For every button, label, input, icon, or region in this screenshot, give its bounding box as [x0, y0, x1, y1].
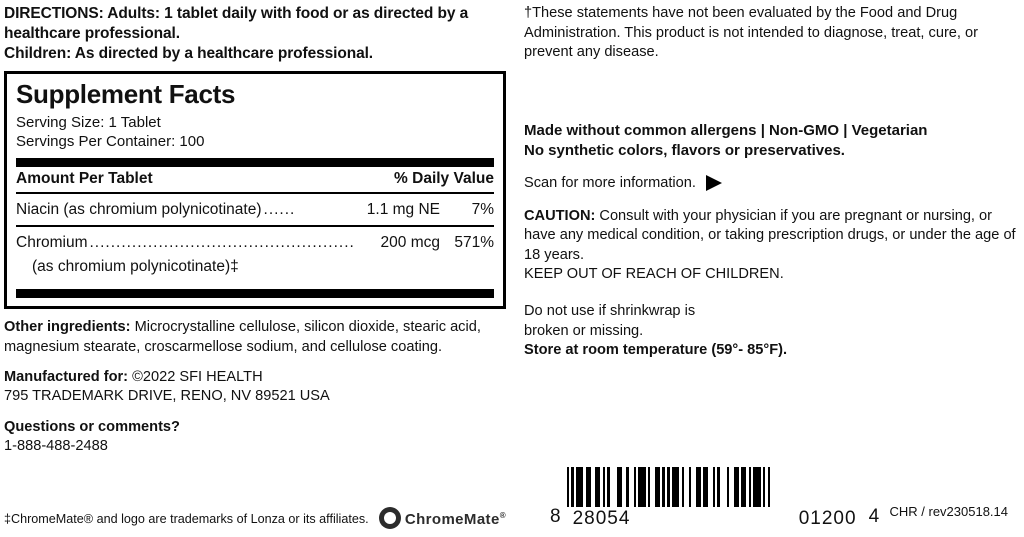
left-panel	[4, 4, 506, 533]
fda-disclaimer: †These statements have not been evaluated by the Food and Drug Administration. This product is not intended to diagnose, treat, cure, or prevent any disease.	[524, 5, 979, 61]
supplement-facts-title: Supplement Facts	[16, 79, 236, 110]
directions-children-text: Children: As directed by a healthcare professional.	[4, 44, 374, 62]
manufacturer-company: ©2022 SFI HEALTH	[132, 369, 263, 385]
amount-per-tablet-header: Amount Per Tablet	[16, 170, 153, 188]
chromemate-wordmark: ChromeMate®	[404, 511, 506, 528]
barcode-block	[550, 467, 1010, 529]
supplement-facts-panel	[4, 71, 506, 309]
other-ingredients-block	[4, 318, 506, 357]
directions-block	[4, 4, 506, 63]
caution-block	[524, 207, 1020, 285]
revision-code: CHR / rev230518.14	[889, 504, 1008, 519]
directions-label: DIRECTIONS:	[4, 5, 104, 22]
barcode-digits	[567, 507, 863, 530]
right-panel	[524, 4, 1020, 533]
nutrient-daily-value: 7%	[471, 201, 494, 219]
claims-block	[524, 121, 1020, 161]
chromemate-circle-icon	[379, 507, 401, 529]
play-triangle-icon	[706, 175, 722, 191]
caution-label: CAUTION:	[524, 207, 596, 224]
storage-instructions: Store at room temperature (59°- 85°F).	[524, 342, 788, 359]
trademark-row	[4, 507, 506, 529]
claims-line-2: No synthetic colors, flavors or preservatives.	[524, 141, 845, 159]
barcode-bars	[567, 467, 863, 529]
trademark-note: ‡ChromeMate® and logo are trademarks of Lonza or its affiliates.	[4, 511, 369, 526]
barcode-left-digit: 8	[550, 506, 561, 527]
scan-text: Scan for more information.	[524, 174, 696, 191]
other-ingredients-label: Other ingredients:	[4, 319, 131, 336]
servings-per-container: Servings Per Container: 100	[16, 133, 205, 151]
barcode-group-1: 28054	[572, 508, 631, 529]
divider-thick-bottom	[16, 289, 494, 298]
chromemate-logo	[379, 507, 506, 529]
barcode-group-2: 01200	[798, 508, 857, 529]
divider-thick-top	[16, 158, 494, 167]
questions-phone[interactable]: 1-888-488-2488	[4, 438, 108, 455]
questions-label: Questions or comments?	[4, 418, 180, 435]
barcode-area	[550, 467, 1010, 529]
registered-mark: ®	[499, 511, 506, 520]
scan-row	[524, 175, 1020, 191]
serving-size: Serving Size: 1 Tablet	[16, 113, 161, 131]
directions-adults-text: Adults: 1 tablet daily with food or as directed by a healthcare professional.	[4, 5, 469, 42]
nutrient-dots: ......	[263, 201, 296, 219]
keep-out-of-reach: KEEP OUT OF REACH OF CHILDREN.	[524, 266, 784, 283]
daily-value-header: % Daily Value	[394, 170, 494, 188]
other-ingredients-text: Microcrystalline cellulose, silicon dioxide, stearic acid, magnesium stearate, croscarmellose sodium, and cellulose coating.	[4, 319, 481, 355]
nutrient-row-chromium	[16, 225, 494, 258]
claims-line-1: Made without common allergens | Non-GMO | Vegetarian	[524, 121, 928, 139]
barcode-right-digit: 4	[868, 506, 880, 527]
manufacturer-block	[4, 368, 506, 407]
nutrient-source-note: (as chromium polynicotinate)‡	[32, 258, 239, 276]
nutrient-name: Niacin (as chromium polynicotinate)	[16, 201, 262, 219]
nutrient-daily-value: 571%	[454, 234, 494, 252]
nutrient-amount: 1.1 mg NE	[366, 201, 440, 219]
nutrient-name: Chromium	[16, 234, 88, 252]
supplement-facts-header-row	[16, 167, 494, 192]
manufactured-for-label: Manufactured for:	[4, 369, 129, 385]
caution-text: Consult with your physician if you are pregnant or nursing, or have any medical condition, or taking prescription drugs, or under the age of 18 years.	[524, 207, 1016, 263]
shrinkwrap-block	[524, 302, 1020, 360]
nutrient-amount: 200 mcg	[380, 234, 440, 252]
nutrient-row-niacin	[16, 194, 494, 225]
shrinkwrap-line-2: broken or missing.	[524, 322, 644, 339]
manufacturer-address: 795 TRADEMARK DRIVE, RENO, NV 89521 USA	[4, 388, 330, 405]
questions-block	[4, 418, 506, 457]
nutrient-dots: ..................................................	[89, 234, 355, 252]
shrinkwrap-line-1: Do not use if shrinkwrap is	[524, 303, 696, 320]
